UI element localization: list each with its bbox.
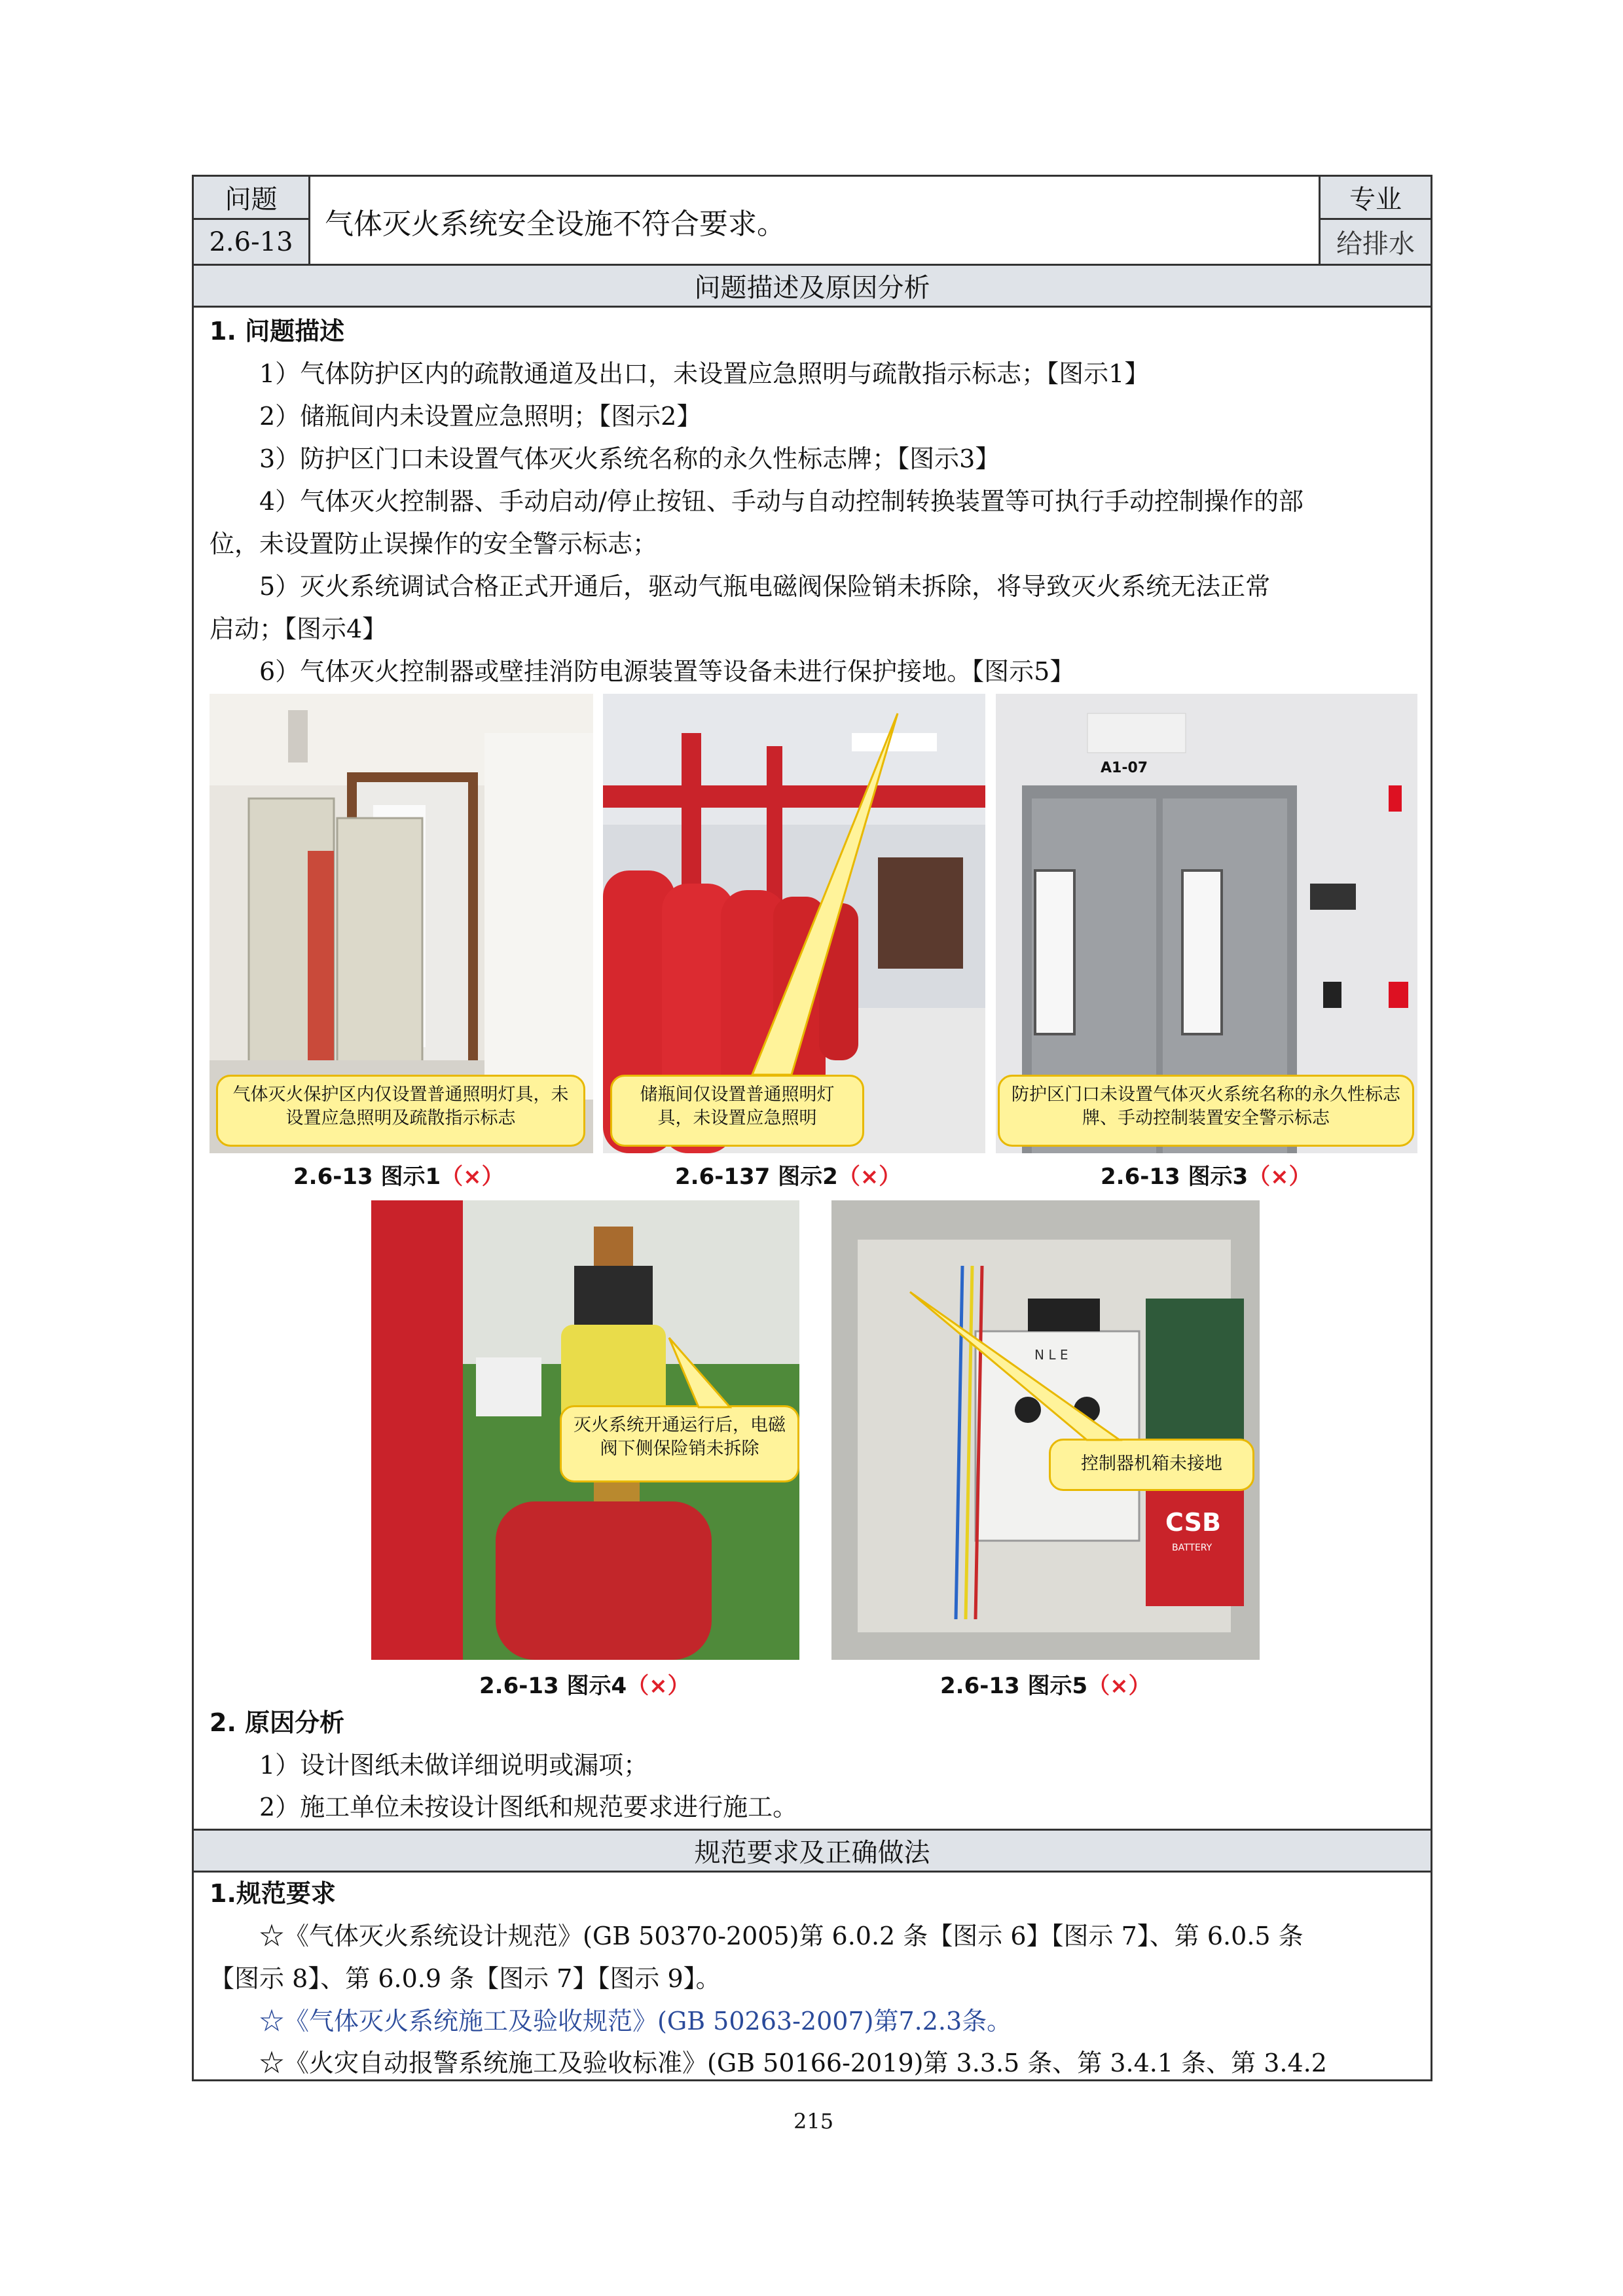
desc-item: 启动；【图示4】 bbox=[210, 615, 388, 643]
req-line: 【图示 8】、第 6.0.9 条【图示 7】【图示 9】。 bbox=[210, 1964, 721, 1993]
page-number: 215 bbox=[793, 2109, 834, 2134]
battery-word-text: BATTERY bbox=[1172, 1543, 1213, 1553]
figure-2-pointer bbox=[603, 694, 985, 1153]
cause-item: 2）施工单位未按设计图纸和规范要求进行施工。 bbox=[259, 1793, 798, 1821]
figure-3-callout: 防护区门口未设置气体灭火系统名称的永久性标志牌、手动控制装置安全警示标志 bbox=[998, 1075, 1414, 1147]
figure-2-caption bbox=[675, 1158, 901, 1191]
desc-item: 1）气体防护区内的疏散通道及出口，未设置应急照明与疏散指示标志；【图示1】 bbox=[259, 359, 1150, 388]
figure-4-callout: 灭火系统开通运行后，电磁阀下侧保险销未拆除 bbox=[560, 1405, 799, 1482]
figure-5-callout: 控制器机箱未接地 bbox=[1049, 1439, 1254, 1491]
figure-4-caption bbox=[479, 1668, 690, 1700]
caption-text: 2.6-13 图示4 bbox=[479, 1673, 627, 1699]
caption-text: 2.6-13 图示5 bbox=[940, 1673, 1088, 1699]
figure-1-callout: 气体灭火保护区内仅设置普通照明灯具，未设置应急照明及疏散指示标志 bbox=[216, 1075, 585, 1147]
req-line: ☆《火灾自动报警系统施工及验收标准》(GB 50166-2019)第 3.3.5 条、第 3.4.1 条、第 3.4.2 bbox=[259, 2049, 1327, 2077]
figure-4-pointer bbox=[371, 1200, 799, 1660]
req-line: ☆《气体灭火系统设计规范》(GB 50370-2005)第 6.0.2 条【图示 6】【图示 7】、第 6.0.5 条 bbox=[259, 1922, 1304, 1950]
desc-item: 2）储瓶间内未设置应急照明；【图示2】 bbox=[259, 402, 702, 431]
desc-item: 位，未设置防止误操作的安全警示标志； bbox=[210, 529, 658, 558]
req-line: ☆《气体灭火系统施工及验收规范》(GB 50263-2007)第7.2.3条。 bbox=[259, 2007, 1012, 2036]
figure-5-pointer bbox=[831, 1200, 1260, 1660]
cross-mark: （×） bbox=[1248, 1164, 1311, 1190]
battery-brand-text: CSB bbox=[1165, 1508, 1221, 1537]
cross-mark: （×） bbox=[1087, 1673, 1151, 1699]
caption-text: 2.6-137 图示2 bbox=[675, 1164, 838, 1190]
desc-item: 4）气体灭火控制器、手动启动/停止按钮、手动与自动控制转换装置等可执行手动控制操作的部 bbox=[259, 487, 1304, 516]
issue-title: 气体灭火系统安全设施不符合要求。 bbox=[325, 207, 786, 241]
req-heading: 1.规范要求 bbox=[210, 1879, 336, 1908]
figure-1-caption bbox=[293, 1158, 504, 1191]
figure-3-caption bbox=[1101, 1158, 1311, 1191]
section-band-analysis: 问题描述及原因分析 bbox=[194, 266, 1431, 308]
desc-item: 5）灭火系统调试合格正式开通后，驱动气瓶电磁阀保险销未拆除，将导致灭火系统无法正常 bbox=[259, 572, 1271, 601]
device-brand-text: N L E bbox=[1034, 1347, 1068, 1363]
sheet-header bbox=[194, 177, 1431, 266]
cross-mark: （×） bbox=[441, 1164, 504, 1190]
cross-mark: （×） bbox=[627, 1673, 690, 1699]
specialty-value: 给排水 bbox=[1319, 220, 1431, 264]
figure-2-callout: 储瓶间仅设置普通照明灯具，未设置应急照明 bbox=[610, 1075, 864, 1147]
specialty-label: 专业 bbox=[1319, 177, 1431, 220]
cross-mark: （×） bbox=[837, 1164, 902, 1190]
caption-text: 2.6-13 图示1 bbox=[293, 1164, 441, 1190]
cause-item: 1）设计图纸未做详细说明或漏项； bbox=[259, 1751, 649, 1780]
section-band-requirements: 规范要求及正确做法 bbox=[194, 1829, 1431, 1873]
issue-code: 2.6-13 bbox=[194, 220, 310, 264]
issue-sheet bbox=[192, 175, 1432, 2081]
cause-heading: 2. 原因分析 bbox=[210, 1708, 345, 1737]
issue-label: 问题 bbox=[194, 177, 310, 220]
desc-item: 3）防护区门口未设置气体灭火系统名称的永久性标志牌；【图示3】 bbox=[259, 444, 1000, 473]
figure-5-caption bbox=[940, 1668, 1151, 1700]
desc-item: 6）气体灭火控制器或壁挂消防电源装置等设备未进行保护接地。【图示5】 bbox=[259, 657, 1075, 686]
desc-heading: 1. 问题描述 bbox=[210, 317, 345, 346]
caption-text: 2.6-13 图示3 bbox=[1101, 1164, 1249, 1190]
door-sign-text: A1-07 bbox=[1101, 760, 1148, 776]
